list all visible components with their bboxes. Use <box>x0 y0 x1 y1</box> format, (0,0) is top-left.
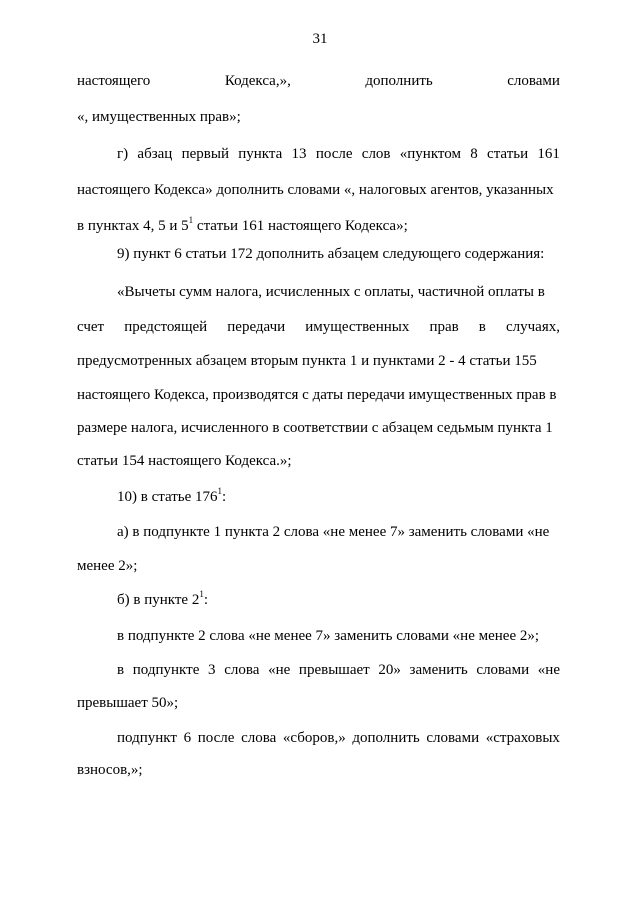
word: статьи <box>487 146 529 162</box>
word: прав <box>429 319 459 335</box>
word: в <box>117 662 125 678</box>
p1-line1 <box>77 72 560 90</box>
word: слов <box>361 146 391 162</box>
word: «страховых <box>485 730 560 746</box>
word: настоящего <box>77 73 151 89</box>
superscript: 1 <box>199 589 204 599</box>
p2-line3: в пунктах 4, 5 и $5^1$ статьи 161 настоящего Кодекса»; <box>77 215 408 234</box>
word: случаях, <box>505 319 560 335</box>
p5-line1: 10) в статье $176^1$: <box>117 486 227 505</box>
p1-line2: «, имущественных прав»; <box>77 109 241 125</box>
superscript: 1 <box>188 215 194 225</box>
word: превышает <box>298 662 370 678</box>
p8-line1: в подпункте 2 слова «не менее 7» заменить словами «не менее 2»; <box>117 628 540 644</box>
word: 3 <box>208 662 216 678</box>
word: словами <box>507 73 560 89</box>
p7-line1: б) в пункте $2^1$: <box>117 589 208 608</box>
p4-line4: настоящего Кодекса, производятся с даты передачи имущественных прав в <box>77 387 557 403</box>
word: передачи <box>227 319 286 335</box>
word: 13 <box>291 146 307 162</box>
word: заменить <box>409 662 468 678</box>
p6-line1: а) в подпункте 1 пункта 2 слова «не менее 7» заменить словами «не <box>117 524 550 540</box>
page-number: 31 <box>312 31 328 47</box>
word: после <box>197 730 235 746</box>
word: счет <box>77 319 105 335</box>
superscript: 1 <box>217 486 223 496</box>
word: словами <box>476 662 530 678</box>
word: после <box>315 146 353 162</box>
word: словами <box>426 730 480 746</box>
word: «не <box>537 662 560 678</box>
word: «пунктом <box>399 146 461 162</box>
word: 161 <box>537 146 560 162</box>
p6-line2: менее 2»; <box>77 558 138 574</box>
word: подпункт <box>117 730 177 746</box>
word: дополнить <box>365 73 433 89</box>
word: 6 <box>183 730 192 746</box>
word: подпункте <box>132 662 200 678</box>
word: 20» <box>378 662 401 678</box>
p10-line1 <box>117 729 560 747</box>
p4-line1: «Вычеты сумм налога, исчисленных с оплаты, частичной оплаты в <box>117 284 545 300</box>
word: «не <box>268 662 291 678</box>
word: дополнить <box>352 730 420 746</box>
p2-line2: настоящего Кодекса» дополнить словами «, налоговых агентов, указанных <box>77 182 554 198</box>
word: г) <box>117 146 129 162</box>
p4-line5: размере налога, исчисленного в соответствии с абзацем седьмым пункта 1 <box>77 420 553 436</box>
word: 8 <box>470 146 478 162</box>
p10-line2: взносов,»; <box>77 762 143 778</box>
word: слова <box>224 662 260 678</box>
p9-line1 <box>117 661 560 679</box>
p4-line6: статьи 154 настоящего Кодекса.»; <box>77 453 292 469</box>
p2-line1 <box>117 145 560 163</box>
word: в <box>478 319 486 335</box>
word: пункта <box>238 146 283 162</box>
word: первый <box>181 146 229 162</box>
word: слова <box>241 730 277 746</box>
p4-line3: предусмотренных абзацем вторым пункта 1 и пунктами 2 - 4 статьи 155 <box>77 353 537 369</box>
word: имущественных <box>305 319 410 335</box>
word: «сборов,» <box>282 730 346 746</box>
word: предстоящей <box>124 319 208 335</box>
p9-line2: превышает 50»; <box>77 695 179 711</box>
word: абзац <box>137 146 173 162</box>
p3-line1: 9) пункт 6 статьи 172 дополнить абзацем следующего содержания: <box>117 246 545 262</box>
word: Кодекса,», <box>224 73 291 89</box>
p4-line2 <box>77 318 560 336</box>
